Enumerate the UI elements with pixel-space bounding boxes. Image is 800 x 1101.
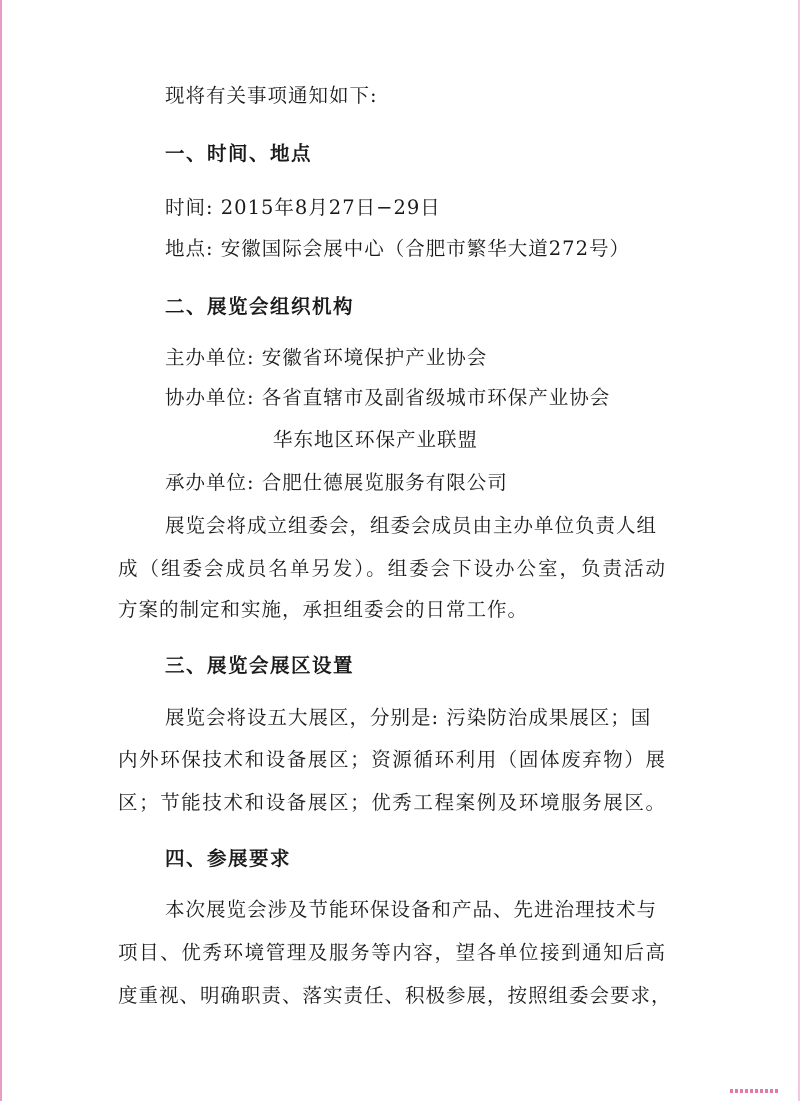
section-4-paragraph-line-3: 度重视、明确职责、落实责任、积极参展，按照组委会要求， [118, 984, 672, 1007]
section-1-heading: 一、时间、地点 [165, 142, 313, 165]
place-line: 地点: 安徽国际会展中心（合肥市繁华大道272号） [165, 237, 630, 260]
co-organizer-line: 协办单位: 各省直辖市及副省级城市环保产业协会 [165, 386, 611, 409]
section-3-paragraph-line-1: 展览会将设五大展区，分别是: 污染防治成果展区；国 [165, 706, 652, 729]
corner-watermark-mark [730, 1089, 778, 1093]
intro-text: 现将有关事项通知如下: [165, 84, 378, 107]
section-3-heading: 三、展览会展区设置 [165, 654, 355, 677]
section-2-paragraph-line-3: 方案的制定和实施，承担组委会的日常工作。 [118, 598, 529, 621]
section-3-paragraph-line-2: 内外环保技术和设备展区；资源循环利用（固体废弃物）展 [118, 748, 666, 771]
host-line: 主办单位: 安徽省环境保护产业协会 [165, 346, 488, 369]
time-line: 时间: 2015年8月27日−29日 [165, 196, 441, 219]
section-2-paragraph-line-2: 成（组委会成员名单另发）。组委会下设办公室，负责活动 [118, 557, 666, 580]
organizer-line: 承办单位: 合肥仕德展览服务有限公司 [165, 471, 508, 494]
section-4-paragraph-line-1: 本次展览会涉及节能环保设备和产品、先进治理技术与 [165, 898, 658, 921]
page-border-left [0, 0, 2, 1101]
section-4-heading: 四、参展要求 [165, 847, 292, 870]
section-4-paragraph-line-2: 项目、优秀环境管理及服务等内容，望各单位接到通知后高 [118, 941, 666, 964]
section-3-paragraph-line-3: 区；节能技术和设备展区；优秀工程案例及环境服务展区。 [118, 791, 666, 814]
co-organizer-line-2: 华东地区环保产业联盟 [273, 428, 479, 451]
section-2-paragraph-line-1: 展览会将成立组委会，组委会成员由主办单位负责人组 [165, 514, 658, 537]
section-2-heading: 二、展览会组织机构 [165, 295, 355, 318]
